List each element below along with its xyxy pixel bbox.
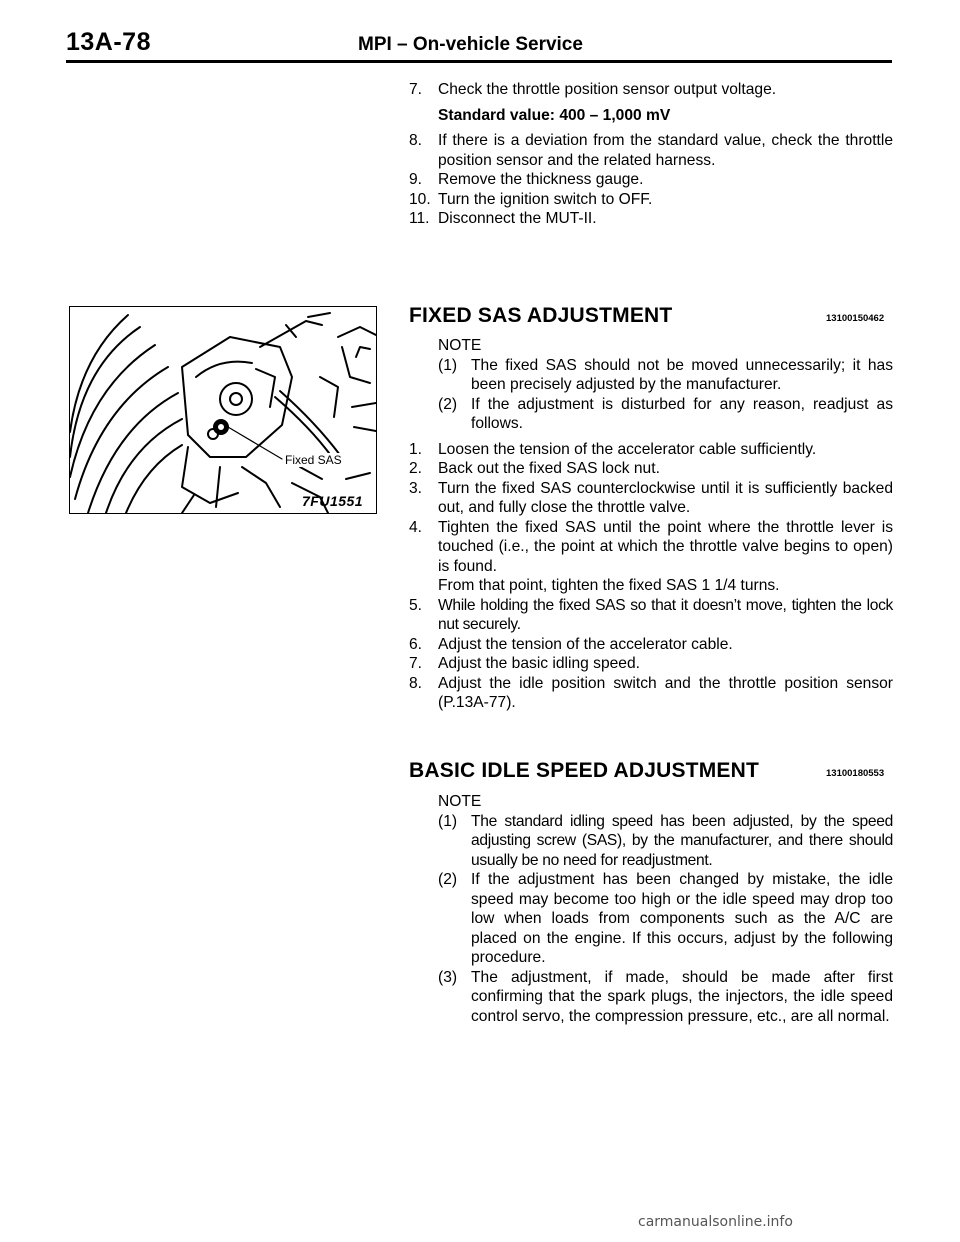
list-item: 3. Turn the fixed SAS counterclockwise until it is sufficiently backed out, and fully close the throttle valve. <box>409 479 893 516</box>
note-label: NOTE <box>438 793 482 810</box>
standard-value: Standard value: 400 – 1,000 mV <box>438 106 671 124</box>
list-item: 11. Disconnect the MUT-II. <box>409 210 597 227</box>
throttle-body-illustration-icon <box>70 307 376 513</box>
list-item: 4. Tighten the fixed SAS until the point where the throttle lever is touched (i.e., the point at which the throttle valve begins to open) is found. <box>409 518 893 575</box>
list-item: 2. Back out the fixed SAS lock nut. <box>409 460 660 477</box>
figure-code: 7FU1551 <box>302 493 364 509</box>
page-number: 13A-78 <box>66 28 151 56</box>
watermark-footer: carmanualsonline.info <box>638 1214 793 1230</box>
list-item: 7. Check the throttle position sensor output voltage. <box>409 81 777 98</box>
fixed-sas-figure <box>69 306 377 514</box>
figure-callout-label: Fixed SAS <box>285 453 342 467</box>
note-item: (3) The adjustment, if made, should be made after first confirming that the spark plugs, the injectors, the idle speed control servo, the compression pressure, etc., are all normal. <box>438 968 893 1025</box>
list-item: 8. Adjust the idle position switch and the throttle position sensor (P.13A-77). <box>409 674 893 711</box>
list-item: 1. Loosen the tension of the accelerator cable sufficiently. <box>409 440 817 458</box>
list-item: 10. Turn the ignition switch to OFF. <box>409 190 653 208</box>
list-item: 9. Remove the thickness gauge. <box>409 171 644 188</box>
list-item: 8. If there is a deviation from the standard value, check the throttle position sensor and the related harness. <box>409 132 893 169</box>
section-code: 13100180553 <box>826 768 885 779</box>
fixed-sas-body <box>409 336 893 713</box>
section-title-basic-idle: BASIC IDLE SPEED ADJUSTMENT <box>409 759 759 782</box>
list-item: From that point, tighten the fixed SAS 1 1/4 turns. <box>438 577 780 594</box>
note-item: (2) If the adjustment has been changed by mistake, the idle speed may become too high or the idle speed may drop too low when loads from components such as the A/C are placed on the engine. If this occurs, adjust by the following procedure. <box>438 871 893 966</box>
tps-steps <box>409 80 893 229</box>
section-code: 13100150462 <box>826 313 885 324</box>
note-item: (1) The fixed SAS should not be moved unnecessarily; it has been precisely adjusted by the manufacturer. <box>438 356 893 393</box>
basic-idle-body <box>409 792 893 1026</box>
section-title-fixed-sas: FIXED SAS ADJUSTMENT <box>409 304 673 327</box>
header-rule <box>66 60 892 63</box>
list-item: 6. Adjust the tension of the accelerator cable. <box>409 635 733 653</box>
list-item: 7. Adjust the basic idling speed. <box>409 655 640 672</box>
note-item: (2) If the adjustment is disturbed for any reason, readjust as follows. <box>438 395 893 432</box>
list-item: 5. While holding the fixed SAS so that it doesn’t move, tighten the lock nut securely. <box>409 596 893 633</box>
page-header-title: MPI – On-vehicle Service <box>358 34 583 55</box>
note-item: (1) The standard idling speed has been adjusted, by the speed adjusting screw (SAS), by the manufacturer, and there should usually be no need for readjustment. <box>438 812 893 869</box>
note-label: NOTE <box>438 337 482 354</box>
